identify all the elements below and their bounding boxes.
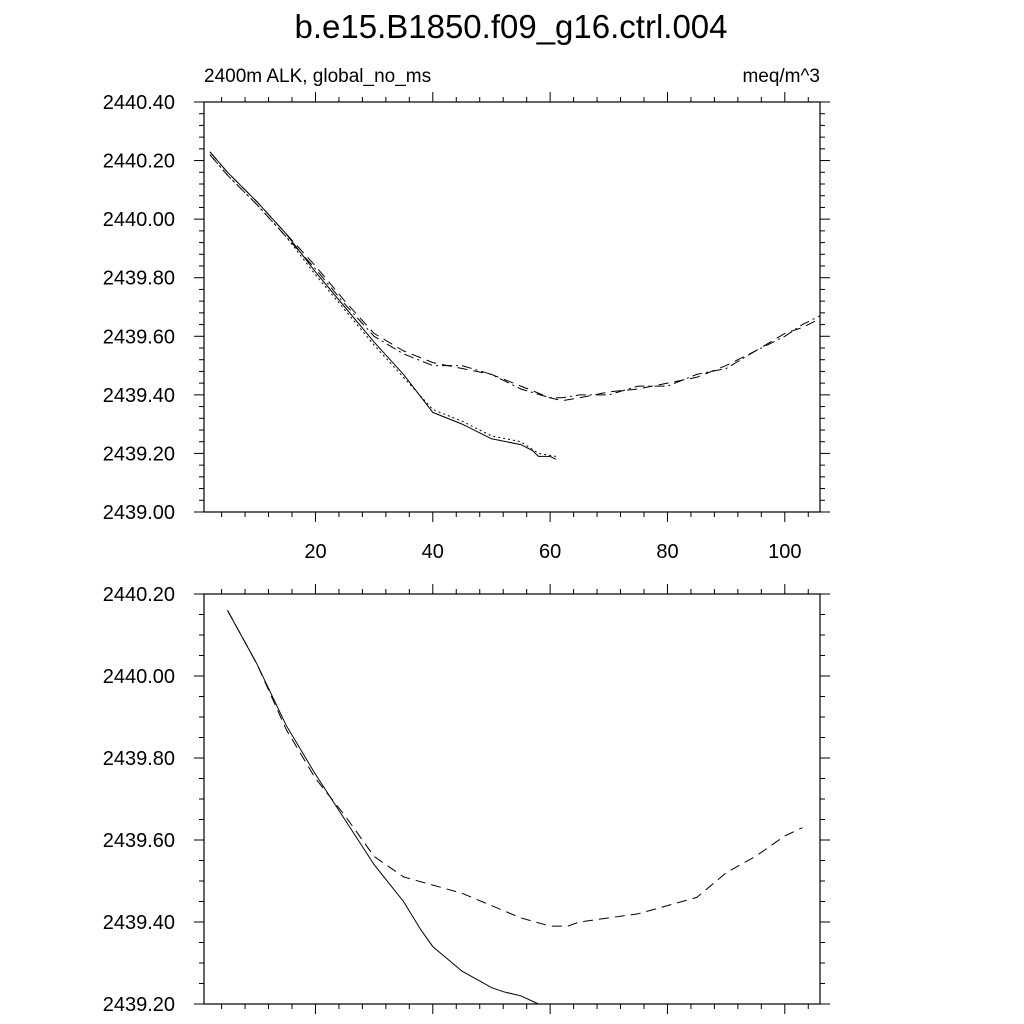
x-tick-label: 20 [304,541,327,563]
series-line-4-dotted [210,155,556,457]
bottom-panel [103,584,830,1016]
y-tick-label: 2439.00 [102,502,175,524]
y-tick-label: 2440.40 [102,92,175,114]
x-tick-label: 60 [539,541,562,563]
x-tick-label: 80 [656,541,679,563]
x-tick-label: 40 [421,541,444,563]
y-tick-label: 2440.20 [102,584,175,606]
variable-subtitle: 2400m ALK, global_no_ms [204,66,432,87]
series-line-1-solid [210,152,556,460]
series-line-2-dashed [228,610,803,926]
y-tick-label: 2440.20 [102,150,175,173]
top-panel [103,92,830,563]
series-line-3-dashdot [210,155,820,398]
plot-frame [204,102,820,512]
series-line-2-dashed [210,152,820,401]
units-subtitle: meq/m^3 [742,66,820,87]
series-line-1-solid [228,610,539,1004]
y-tick-label: 2440.00 [102,209,175,232]
y-tick-label: 2439.80 [102,748,175,770]
y-tick-label: 2439.20 [102,443,175,466]
y-tick-label: 2439.60 [102,830,175,852]
y-tick-label: 2440.00 [102,666,175,688]
y-tick-label: 2439.80 [102,267,175,290]
x-tick-label: 100 [768,541,802,563]
y-tick-label: 2439.40 [102,912,175,934]
y-tick-label: 2439.20 [102,994,175,1016]
y-tick-label: 2439.40 [102,384,175,407]
chart-title: b.e15.B1850.f09_g16.ctrl.004 [294,8,728,45]
plot-frame [204,594,820,1004]
y-tick-label: 2439.60 [102,326,175,349]
